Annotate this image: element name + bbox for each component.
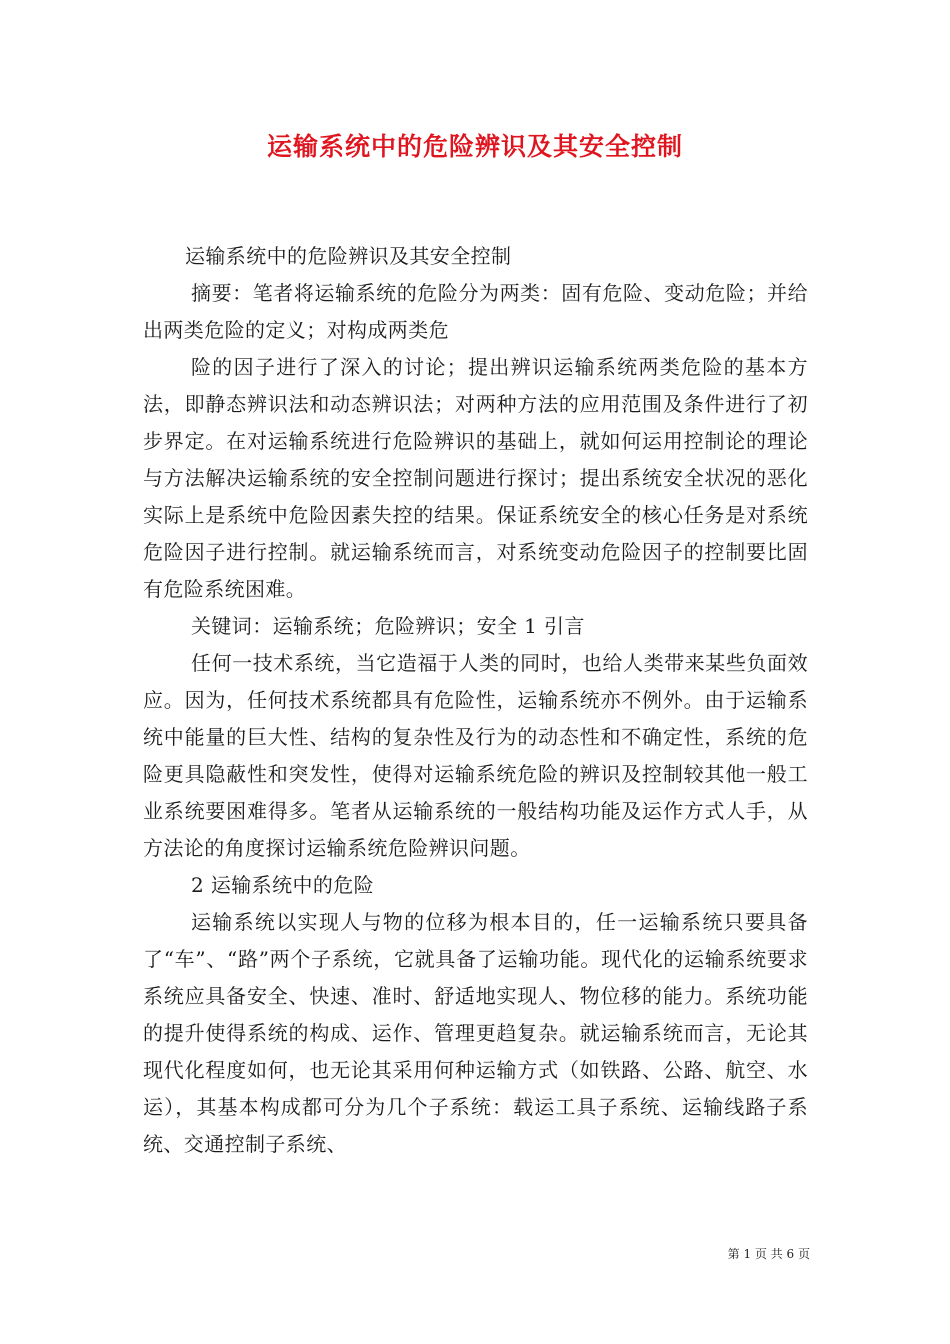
- section-paragraph: 运输系统以实现人与物的位移为根本目的，任一运输系统只要具备了“车”、“路”两个子系统，它就具备了运输功能。现代化的运输系统要求系统应具备安全、快速、准时、舒适地实现人、物位移的能力。系统功能的提升使得系统的构成、运作、管理更趋复杂。就运输系统而言，无论其现代化程度如何，也无论其采用何种运输方式（如铁路、公路、航空、水运），其基本构成都可分为几个子系统：载运工具子系统、运输线路子系统、交通控制子系统、: [143, 910, 808, 1156]
- section-heading: 2 运输系统中的危险: [191, 873, 375, 897]
- document-title: 运输系统中的危险辨识及其安全控制: [266, 132, 683, 161]
- abstract-continuation-paragraph: 险的因子进行了深入的讨论；提出辨识运输系统两类危险的基本方法，即静态辨识法和动态辨识法；对两种方法的应用范围及条件进行了初步界定。在对运输系统进行危险辨识的基础上，就如何运用控制论的理论与方法解决运输系统的安全控制问题进行探讨；提出系统安全状况的恶化实际上是系统中危险因素失控的结果。保证系统安全的核心任务是对系统危险因子进行控制。就运输系统而言，对系统变动危险因子的控制要比固有危险系统困难。: [143, 355, 808, 601]
- keywords-paragraph: 关键词：运输系统；危险辨识；安全 1 引言: [191, 614, 585, 638]
- document-body: [143, 238, 808, 1163]
- introduction-paragraph: 任何一技术系统，当它造福于人类的同时，也给人类带来某些负面效应。因为，任何技术系统都具有危险性，运输系统亦不例外。由于运输系统中能量的巨大性、结构的复杂性及行为的动态性和不确定性，系统的危险更具隐蔽性和突发性，使得对运输系统危险的辨识及控制较其他一般工业系统要困难得多。笔者从运输系统的一般结构功能及运作方式人手，从方法论的角度探讨运输系统危险辨识问题。: [143, 651, 808, 860]
- subtitle-paragraph: 运输系统中的危险辨识及其安全控制: [185, 244, 512, 268]
- page-number: 第 1 页 共 6 页: [727, 1247, 810, 1261]
- abstract-paragraph: 摘要：笔者将运输系统的危险分为两类：固有危险、变动危险；并给出两类危险的定义；对构成两类危: [143, 281, 808, 342]
